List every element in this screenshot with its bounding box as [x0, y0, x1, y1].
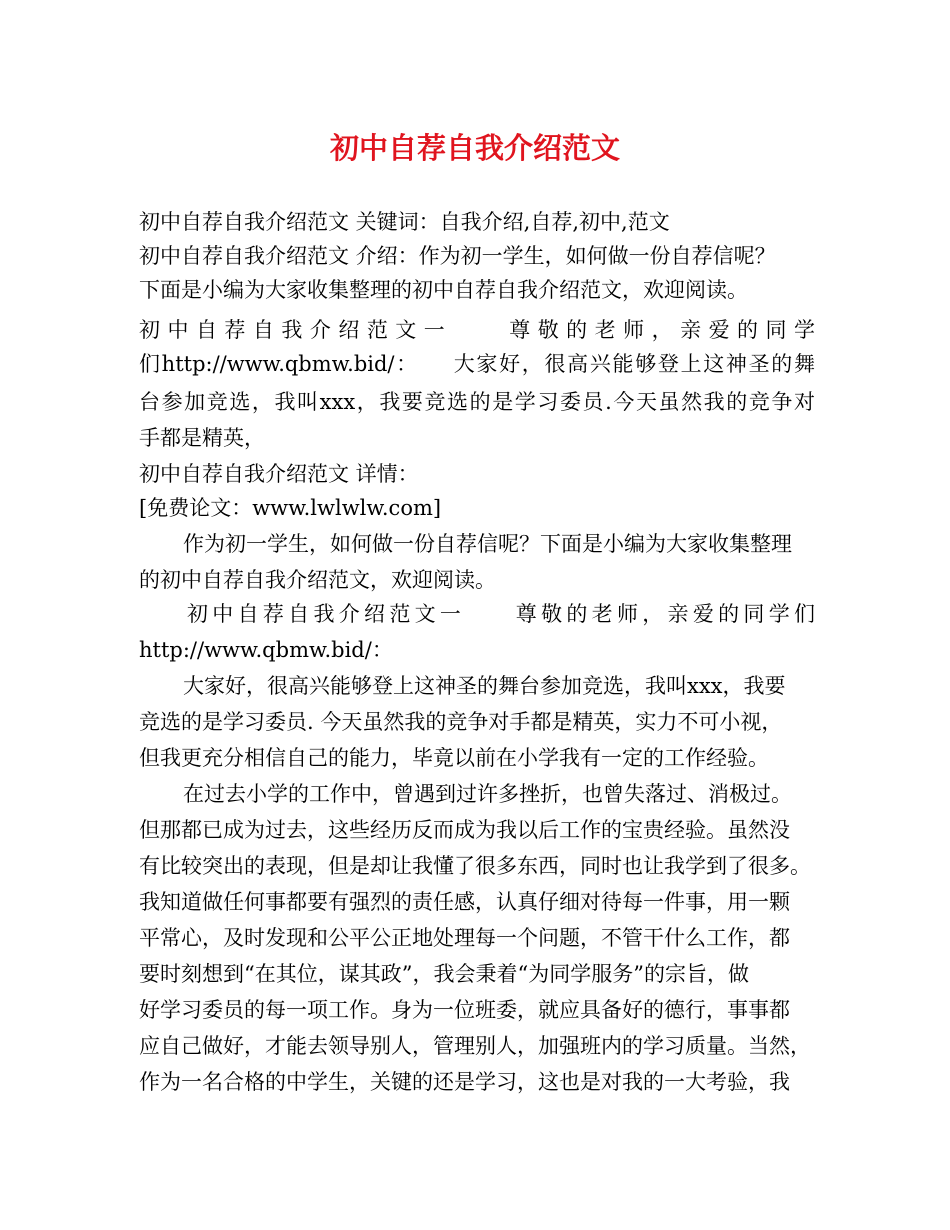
paragraph-line: 好学习委员的每一项工作。身为一位班委，就应具备好的德行，事事都: [139, 998, 790, 1022]
paragraph-line: 作为初一学生，如何做一份自荐信呢？下面是小编为大家收集整理: [183, 532, 792, 556]
paragraph-line: 但那都已成为过去，这些经历反而成为我以后工作的宝贵经验。虽然没: [139, 818, 790, 842]
paragraph-line: 在过去小学的工作中，曾遇到过许多挫折，也曾失落过、消极过。: [183, 782, 792, 806]
paragraph-line: 应自己做好，才能去领导别人，管理别人，加强班内的学习质量。当然，: [139, 1034, 811, 1058]
paragraph-line: 竞选的是学习委员. 今天虽然我的竞争对手都是精英，实力不可小视，: [139, 710, 783, 734]
details-heading: 初中自荐自我介绍范文 详情：: [139, 462, 419, 486]
paragraph-line: 作为一名合格的中学生，关键的还是学习，这也是对我的一大考验，我: [139, 1070, 790, 1094]
document-title: 初中自荐自我介绍范文: [329, 131, 620, 165]
keywords-line: 初中自荐自我介绍范文 关键词：自我介绍,自荐,初中,范文: [139, 210, 670, 234]
paragraph-line: 初中自荐自我介绍范文一 尊敬的老师，亲爱的同学们: [187, 602, 815, 626]
paragraph-line: 但我更充分相信自己的能力，毕竟以前在小学我有一定的工作经验。: [139, 746, 769, 770]
text-line: 台参加竞选，我叫xxx，我要竞选的是学习委员.今天虽然我的竞争对: [139, 390, 815, 414]
text-line: 下面是小编为大家收集整理的初中自荐自我介绍范文，欢迎阅读。: [139, 278, 748, 302]
paragraph-line: 的初中自荐自我介绍范文，欢迎阅读。: [139, 568, 496, 592]
paragraph-line: 大家好，很高兴能够登上这神圣的舞台参加竞选，我叫xxx，我要: [183, 674, 786, 698]
paragraph-line: 我知道做任何事都要有强烈的责任感，认真仔细对待每一件事，用一颗: [139, 890, 790, 914]
text-line: 初中自荐自我介绍范文一 尊敬的老师，亲爱的同学: [139, 318, 815, 342]
text-line: 们http://www.qbmw.bid/： 大家好，很高兴能够登上这神圣的舞: [139, 352, 815, 376]
paragraph-line: 有比较突出的表现，但是却让我懂了很多东西，同时也让我学到了很多。: [139, 854, 811, 878]
intro-line: 初中自荐自我介绍范文 介绍：作为初一学生，如何做一份自荐信呢？: [139, 244, 776, 268]
paragraph-line: 要时刻想到“在其位，谋其政”，我会秉着“为同学服务”的宗旨，做: [139, 962, 749, 986]
source-link[interactable]: [免费论文：www.lwlwlw.com]: [139, 496, 442, 520]
text-line: 手都是精英，: [139, 426, 265, 450]
paragraph-line: http://www.qbmw.bid/：: [139, 638, 393, 662]
paragraph-line: 平常心，及时发现和公平公正地处理每一个问题，不管干什么工作，都: [139, 926, 790, 950]
